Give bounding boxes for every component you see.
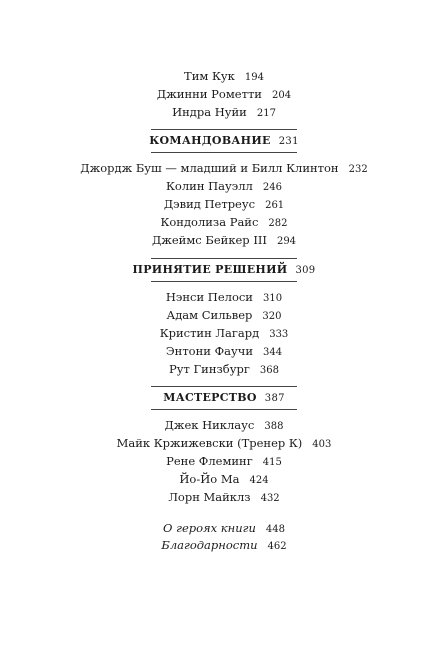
toc-entry — [0, 215, 448, 231]
entry-name: Рене Флеминг — [166, 454, 253, 468]
entry-name: Тим Кук — [184, 69, 235, 83]
toc-entry — [0, 418, 448, 434]
section-rule-bottom — [151, 409, 297, 410]
toc-entry — [0, 197, 448, 213]
entry-name: Адам Сильвер — [166, 308, 253, 322]
toc-entry — [0, 233, 448, 249]
section-page: 309 — [295, 265, 316, 276]
entry-page: 232 — [348, 164, 368, 175]
entry-name: Кондолиза Райс — [160, 215, 259, 229]
entry-name: Джек Никлаус — [164, 418, 255, 432]
entry-page: 462 — [267, 541, 287, 552]
entry-page: 282 — [268, 218, 288, 229]
toc-back-matter-entry — [0, 538, 448, 554]
entry-name: Лорн Майклз — [168, 490, 251, 504]
entry-page: 204 — [271, 90, 292, 101]
entry-name: Дэвид Петреус — [163, 197, 256, 211]
entry-name: Кристин Лагард — [159, 326, 260, 340]
toc-entry — [0, 69, 448, 85]
toc-entry — [0, 290, 448, 306]
entry-name: Джордж Буш — младший и Билл Клинтон — [80, 161, 339, 175]
entry-name: Индра Нуйи — [172, 105, 247, 119]
section-rule-top — [151, 258, 297, 259]
section-heading — [0, 134, 448, 149]
toc-entry — [0, 454, 448, 470]
entry-name: Энтони Фаучи — [165, 344, 254, 358]
entry-name: Джеймс Бейкер III — [151, 233, 267, 247]
toc-entry — [0, 362, 448, 378]
entry-name: Майк Кржижевски (Тренер К) — [116, 436, 303, 450]
entry-page: 415 — [262, 457, 282, 468]
entry-page: 246 — [262, 182, 282, 193]
toc-entry — [0, 472, 448, 488]
entry-page: 424 — [249, 475, 269, 486]
entry-page: 320 — [262, 311, 282, 322]
toc-entry — [0, 326, 448, 342]
section-rule-bottom — [151, 281, 297, 282]
section-heading — [0, 391, 448, 406]
section-title: МАСТЕРСТВО — [163, 391, 257, 404]
toc-entry — [0, 161, 448, 177]
toc-entry — [0, 87, 448, 103]
toc-entry — [0, 179, 448, 195]
entry-name: Колин Пауэлл — [166, 179, 253, 193]
entry-page: 344 — [263, 347, 283, 358]
toc-entry — [0, 344, 448, 360]
entry-page: 261 — [265, 200, 285, 211]
section-title: КОМАНДОВАНИЕ — [149, 134, 271, 147]
toc-entry — [0, 436, 448, 452]
toc-back-matter-entry — [0, 521, 448, 537]
entry-page: 403 — [312, 439, 332, 450]
entry-page: 368 — [259, 365, 279, 376]
entry-page: 217 — [256, 108, 276, 119]
toc-entry — [0, 490, 448, 506]
entry-name: Нэнси Пелоси — [165, 290, 253, 304]
entry-page: 448 — [265, 524, 285, 535]
section-page: 231 — [278, 136, 299, 147]
entry-name: О героях книги — [163, 521, 256, 535]
section-rule-top — [151, 129, 297, 130]
section-rule-bottom — [151, 152, 297, 153]
entry-page: 333 — [269, 329, 289, 340]
entry-page: 294 — [276, 236, 297, 247]
entry-page: 432 — [260, 493, 280, 504]
toc-entry — [0, 308, 448, 324]
section-heading — [0, 263, 448, 278]
entry-page: 388 — [264, 421, 284, 432]
entry-page: 310 — [262, 293, 283, 304]
entry-name: Благодарности — [161, 538, 258, 552]
entry-name: Джинни Рометти — [156, 87, 262, 101]
toc-entry — [0, 105, 448, 121]
entry-name: Рут Гинзбург — [169, 362, 250, 376]
section-page: 387 — [264, 393, 285, 404]
section-rule-top — [151, 386, 297, 387]
entry-page: 194 — [244, 72, 264, 83]
entry-name: Йо-Йо Ма — [179, 472, 240, 486]
section-title: ПРИНЯТИЕ РЕШЕНИЙ — [132, 263, 288, 276]
